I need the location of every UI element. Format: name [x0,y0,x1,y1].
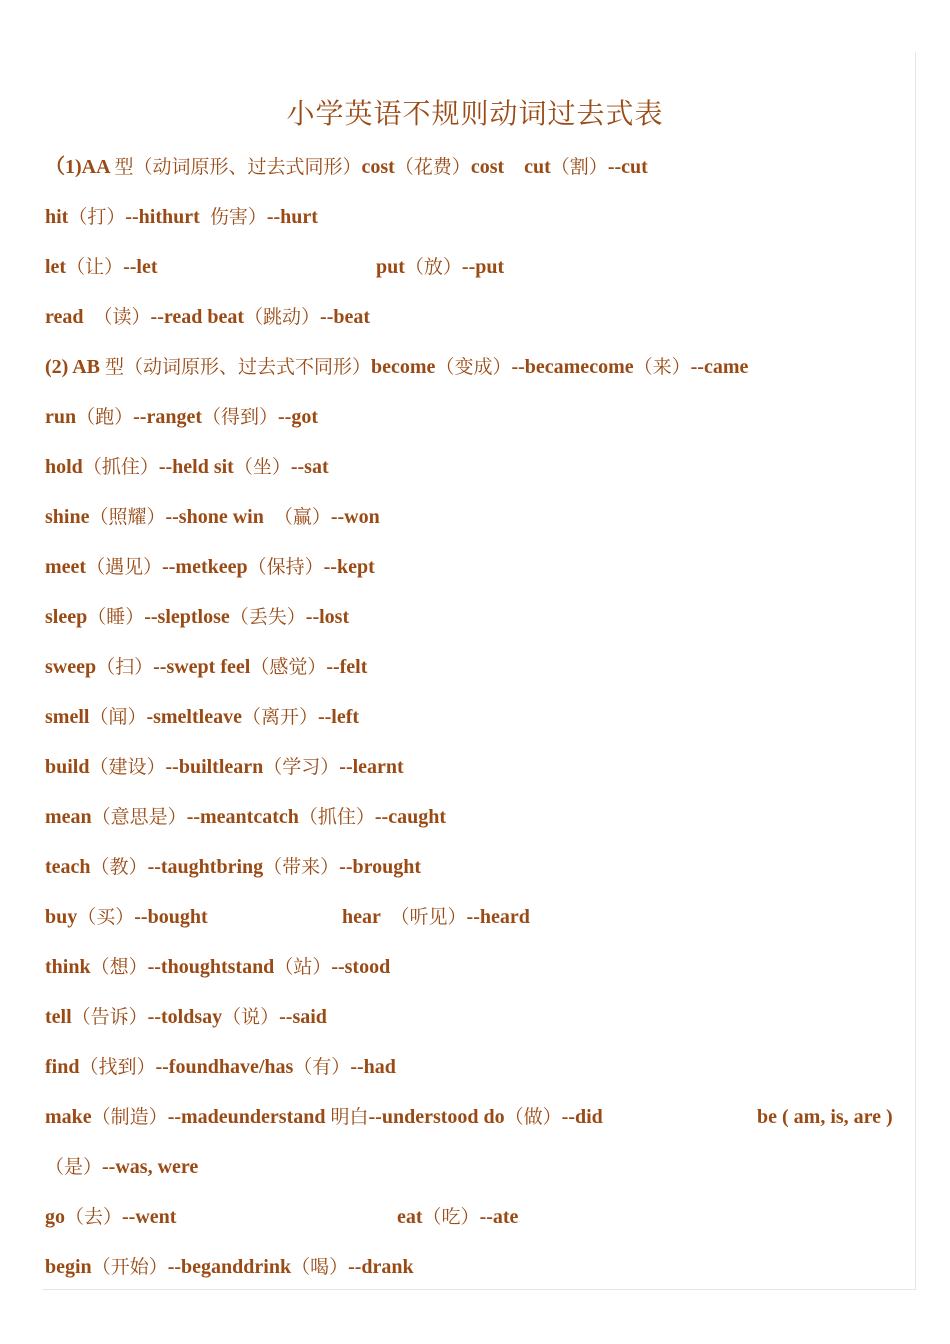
verb-text: put [376,256,405,278]
verb-text: --cut [607,156,648,178]
verb-text: （有） [293,1056,351,1078]
verb-text: --taughtbring [147,856,264,878]
verb-line [45,1005,327,1029]
verb-text: （去） [65,1206,123,1228]
verb-text: （来） [633,356,691,378]
verb-line [45,755,404,779]
verb-text: （喝） [291,1256,349,1278]
verb-text: --understood do [368,1106,505,1128]
verb-line [45,805,446,829]
verb-text: （得到） [202,406,279,428]
verb-text: cost cut [470,156,551,178]
verb-line [45,155,648,179]
verb-text: read [45,306,94,328]
verb-text: --went [122,1206,177,1228]
verb-text: --learnt [339,756,404,778]
verb-text: （听见） [390,906,467,928]
verb-text: --beat [320,306,371,328]
verb-text: （抓住） [82,456,159,478]
verb-line [45,655,367,679]
verb-text: cost [361,156,395,178]
verb-text: （割） [550,156,608,178]
verb-text: --put [461,256,505,278]
verb-text: （扫） [96,656,154,678]
verb-text: (2) AB [45,356,105,378]
verb-text: be ( am, is, are ) [757,1106,893,1128]
verb-line [45,255,505,279]
verb-second-column [397,1205,518,1229]
verb-text: （告诉） [71,1006,148,1028]
verb-text: （买） [77,906,135,928]
verb-text: --stood [331,956,391,978]
verb-text: （做） [504,1106,562,1128]
verb-text: --left [317,706,360,728]
verb-text: （感觉） [250,656,327,678]
verb-line [45,355,748,379]
verb-text: （建设） [89,756,166,778]
verb-second-column [376,255,504,279]
verb-text: shine [45,506,90,528]
verb-text: go [45,1206,65,1228]
verb-text: （离开） [241,706,318,728]
verb-text: -smeltleave [146,706,242,728]
verb-text: begin [45,1256,92,1278]
verb-text: （让） [66,256,124,278]
verb-second-column [757,1105,893,1129]
verb-text: sleep [45,606,88,628]
verb-text: hit [45,206,69,228]
verb-text: 型（动词原形、过去式不同形） [105,356,372,378]
verb-line [45,205,318,229]
verb-text: --felt [326,656,368,678]
verb-text: --read beat [150,306,245,328]
verb-text: （意思是） [91,806,187,828]
verb-text: --held sit [158,456,234,478]
page-title: 小学英语不规则动词过去式表 [286,99,664,130]
verb-text: --brought [339,856,422,878]
verb-line [45,305,370,329]
verb-text: --bought [134,906,208,928]
verb-text: smell [45,706,90,728]
verb-line [45,905,530,929]
verb-text: make [45,1106,92,1128]
verb-line [45,605,349,629]
verb-text: become [371,356,436,378]
verb-text: run [45,406,77,428]
verb-text: （跑） [76,406,134,428]
verb-text: mean [45,806,92,828]
verb-line [45,955,390,979]
verb-text: --shone win [165,506,274,528]
verb-second-column [342,905,530,929]
verb-text: tell [45,1006,72,1028]
verb-text: （想） [90,956,148,978]
verb-text: --said [279,1006,327,1028]
page-border-bottom [42,1289,916,1290]
verb-line [45,405,318,429]
verb-text: （是） [45,1156,103,1178]
verb-text: （教） [90,856,148,878]
verb-text: meet [45,556,87,578]
verb-text: （抓住） [298,806,375,828]
verb-text: --builtlearn [165,756,264,778]
verb-text: teach [45,856,91,878]
verb-text: --was, were [102,1156,199,1178]
verb-text: 明白 [330,1106,369,1128]
verb-text: （照耀） [89,506,166,528]
verb-text: --drank [348,1256,414,1278]
verb-line [45,1155,198,1179]
verb-text: sweep [45,656,97,678]
verb-text: --beganddrink [167,1256,292,1278]
verb-text: 型（动词原形、过去式同形） [114,156,362,178]
verb-text: --becamecome [511,356,634,378]
verb-text: 伤害） [209,206,267,228]
verb-text: think [45,956,91,978]
verb-text: --had [350,1056,396,1078]
verb-text: --ate [479,1206,519,1228]
verb-text: --heard [466,906,530,928]
verb-text: （学习） [263,756,340,778]
verb-text: --hurt [266,206,318,228]
verb-text: --won [330,506,380,528]
verb-text: hear [342,906,391,928]
verb-text: find [45,1056,80,1078]
verb-text: --madeunderstand [167,1106,331,1128]
verb-text: --meantcatch [186,806,299,828]
verb-text: （花费） [394,156,471,178]
verb-text: --thoughtstand [147,956,275,978]
verb-text: （保持） [247,556,324,578]
verb-line [45,855,421,879]
verb-text: --toldsay [147,1006,223,1028]
verb-text: --kept [323,556,375,578]
verb-text: let [45,256,67,278]
verb-text: （坐） [233,456,291,478]
verb-text: （遇见） [86,556,163,578]
verb-text: --swept feel [153,656,251,678]
verb-text: --sleptlose [144,606,230,628]
page-border-right [915,52,916,1290]
verb-text: --sat [290,456,329,478]
verb-text: --hithurt [125,206,210,228]
verb-text: （说） [222,1006,280,1028]
verb-text: （制造） [91,1106,168,1128]
verb-text: --got [278,406,318,428]
verb-line [45,1055,396,1079]
verb-text: --did [561,1106,603,1128]
verb-text: --came [690,356,749,378]
verb-text: eat [397,1206,423,1228]
verb-line [45,1105,893,1129]
verb-text: （赢） [273,506,331,528]
verb-line [45,555,375,579]
verb-text: （站） [274,956,332,978]
verb-text: （跳动） [244,306,321,328]
verb-text: （变成） [435,356,512,378]
verb-line [45,1255,414,1279]
verb-line [45,455,329,479]
verb-text: （吃） [422,1206,480,1228]
verb-text: （睡） [87,606,145,628]
verb-text: （开始） [91,1256,168,1278]
verb-text: （读） [93,306,151,328]
verb-text: （带来） [263,856,340,878]
verb-text: （打） [68,206,126,228]
verb-text: （丢失） [229,606,306,628]
verb-text: （放） [404,256,462,278]
verb-text: （1)AA [45,156,115,178]
verb-text: --ranget [133,406,202,428]
verb-text: --let [123,256,158,278]
verb-line [45,505,380,529]
verb-text: hold [45,456,83,478]
verb-text: buy [45,906,78,928]
verb-text: （闻） [89,706,147,728]
verb-text: --lost [305,606,350,628]
verb-text: （找到） [79,1056,156,1078]
verb-line [45,1205,519,1229]
verb-line [45,705,359,729]
verb-text: --caught [374,806,446,828]
verb-text: --foundhave/has [155,1056,294,1078]
verb-text: build [45,756,90,778]
verb-text: --metkeep [162,556,248,578]
